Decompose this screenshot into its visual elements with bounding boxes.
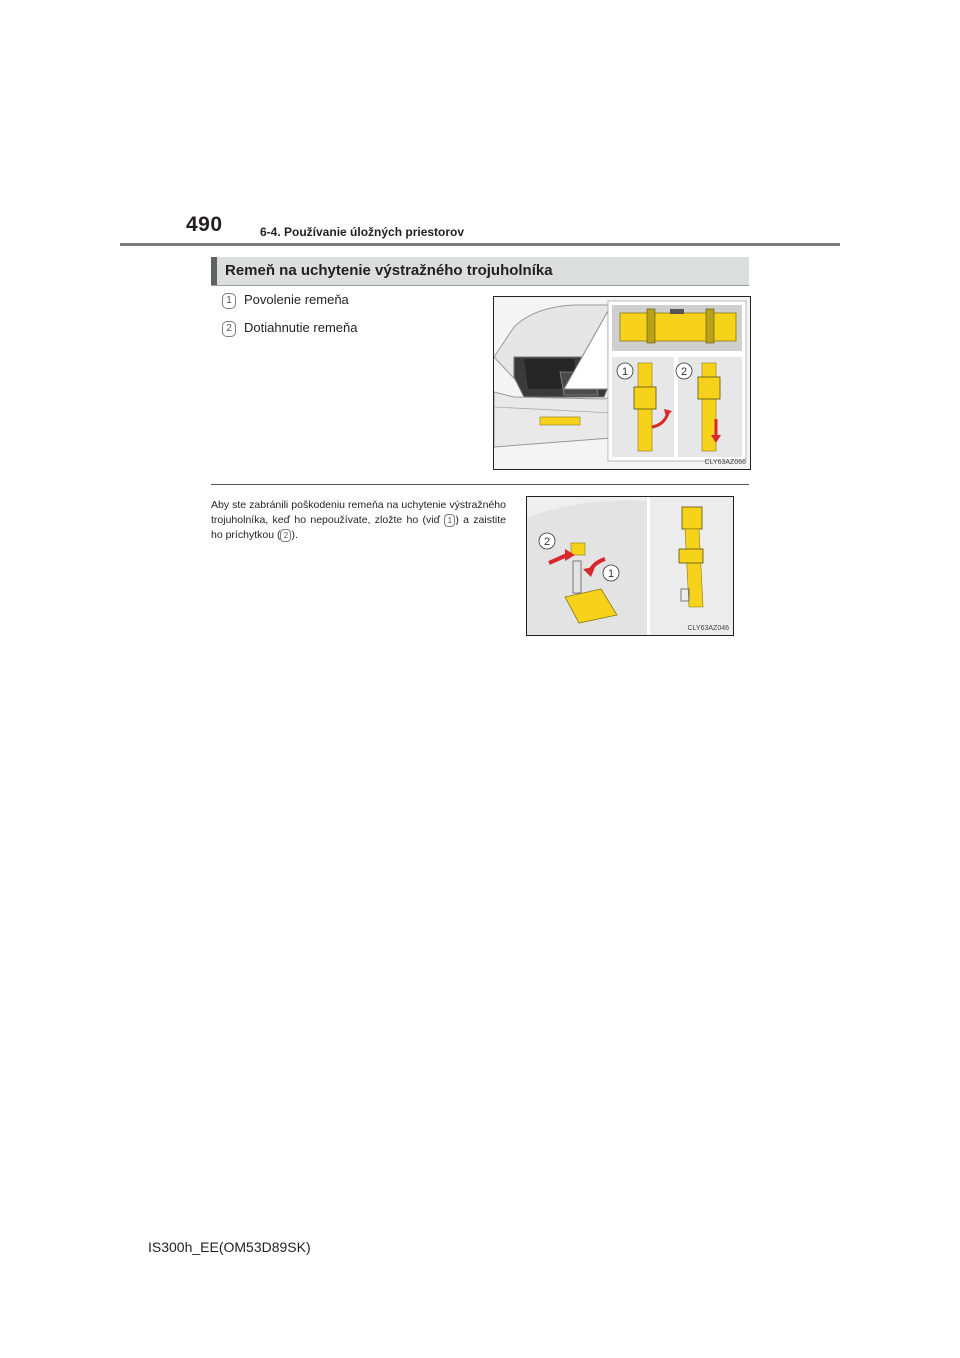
page-number: 490 xyxy=(186,213,223,236)
folding-strap-illustration xyxy=(527,497,733,635)
step-number-badge: 1 xyxy=(222,293,236,309)
section-title: 6-4. Používanie úložných priestorov xyxy=(260,225,465,239)
step-label: Povolenie remeňa xyxy=(244,292,349,307)
figure2-callout-2: 2 xyxy=(543,536,551,548)
subheading-bar xyxy=(211,257,749,285)
paragraph-text: Aby ste zabránili poškodeniu remeňa na uchytenie výstražného trojuholníka, keď ho nepoužívate, zložte ho (viď xyxy=(211,499,506,526)
figure2-callout-1: 1 xyxy=(607,568,615,580)
trunk-strap-illustration xyxy=(494,297,750,469)
inline-step-ref-1: 1 xyxy=(444,514,455,527)
header-rule xyxy=(120,243,840,246)
figure2-code: CLY63AZ046 xyxy=(687,625,729,632)
figure1-callout-2: 2 xyxy=(680,366,688,378)
step-1 xyxy=(222,292,349,309)
figure1-code: CLY63AZ066 xyxy=(704,459,746,466)
step-number-badge: 2 xyxy=(222,321,236,337)
step-label: Dotiahnutie remeňa xyxy=(244,320,358,335)
subheading-rule xyxy=(211,285,749,286)
paragraph-text: ). xyxy=(291,529,298,541)
figure-trunk-strap xyxy=(493,296,751,470)
storage-note-paragraph xyxy=(211,498,506,543)
figure1-callout-1: 1 xyxy=(621,366,629,378)
subheading-title: Remeň na uchytenie výstražného trojuholníka xyxy=(225,262,553,279)
inline-step-ref-2: 2 xyxy=(280,529,291,542)
step-2 xyxy=(222,320,357,337)
subheading-accent xyxy=(211,257,217,285)
document-footer-code: IS300h_EE(OM53D89SK) xyxy=(148,1239,311,1255)
divider-rule xyxy=(211,484,749,485)
figure-folding-strap xyxy=(526,496,734,636)
paragraph-text: ) a zaistite ho príchytkou ( xyxy=(211,514,506,541)
